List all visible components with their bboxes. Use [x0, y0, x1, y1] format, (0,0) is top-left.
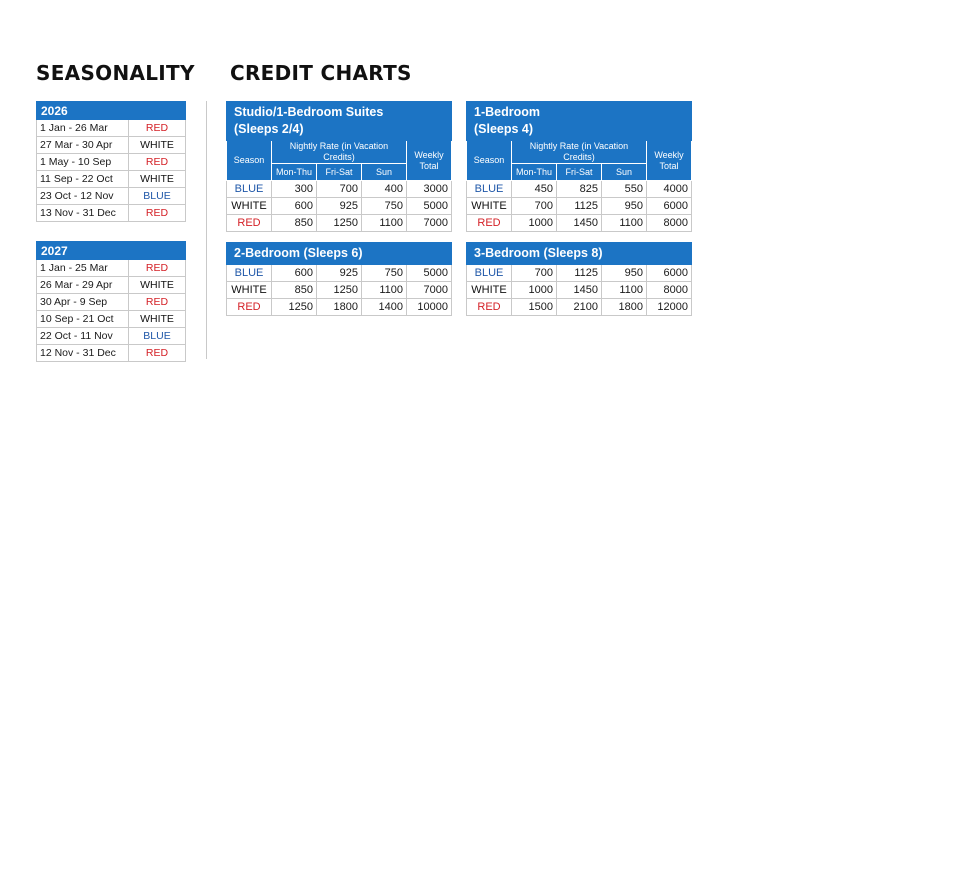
season-row	[37, 260, 186, 277]
season-name: WHITE	[227, 198, 272, 215]
credit-charts-heading: CREDIT CHARTS	[230, 61, 412, 85]
section-divider	[206, 101, 207, 359]
sun-value: 950	[602, 198, 647, 215]
date-range: 1 May - 10 Sep	[37, 154, 129, 171]
season-col-header: Season	[467, 141, 512, 181]
sun-value: 1800	[602, 299, 647, 316]
nightly-rate-header: Nightly Rate (in Vacation Credits)	[272, 141, 407, 164]
sun-value: 1100	[362, 282, 407, 299]
weekly-value: 10000	[407, 299, 452, 316]
weekly-value: 12000	[647, 299, 692, 316]
mon-thu-value: 300	[272, 181, 317, 198]
mon-thu-value: 850	[272, 215, 317, 232]
credit-table-studio	[226, 101, 452, 232]
date-range: 10 Sep - 21 Oct	[37, 311, 129, 328]
season-col-header: Season	[227, 141, 272, 181]
mon-thu-value: 450	[512, 181, 557, 198]
weekly-value: 5000	[407, 265, 452, 282]
mon-thu-header: Mon-Thu	[512, 164, 557, 181]
season-name: WHITE	[227, 282, 272, 299]
season-name: WHITE	[129, 137, 186, 154]
fri-sat-value: 1450	[557, 282, 602, 299]
season-name: RED	[227, 215, 272, 232]
weekly-total-header: Weekly Total	[647, 141, 692, 181]
mon-thu-value: 700	[512, 265, 557, 282]
year-header: 2027	[37, 242, 186, 260]
season-name: RED	[129, 294, 186, 311]
rate-row	[227, 265, 452, 282]
fri-sat-value: 825	[557, 181, 602, 198]
fri-sat-value: 1125	[557, 198, 602, 215]
season-name: WHITE	[129, 311, 186, 328]
sun-value: 1100	[602, 215, 647, 232]
fri-sat-value: 1250	[317, 215, 362, 232]
fri-sat-value: 700	[317, 181, 362, 198]
rate-row	[467, 299, 692, 316]
unit-title: 1-Bedroom (Sleeps 4)	[467, 102, 692, 141]
fri-sat-value: 925	[317, 265, 362, 282]
rate-row	[227, 181, 452, 198]
season-name: WHITE	[467, 198, 512, 215]
season-row	[37, 120, 186, 137]
unit-title: 2-Bedroom (Sleeps 6)	[227, 243, 452, 265]
season-name: RED	[227, 299, 272, 316]
season-name: RED	[129, 345, 186, 362]
mon-thu-value: 1000	[512, 215, 557, 232]
seasonality-table-2026	[36, 101, 186, 222]
season-name: RED	[129, 120, 186, 137]
rate-row	[227, 282, 452, 299]
sun-header: Sun	[362, 164, 407, 181]
fri-sat-value: 2100	[557, 299, 602, 316]
season-row	[37, 171, 186, 188]
sun-value: 950	[602, 265, 647, 282]
mon-thu-header: Mon-Thu	[272, 164, 317, 181]
date-range: 1 Jan - 26 Mar	[37, 120, 129, 137]
season-name: RED	[467, 299, 512, 316]
fri-sat-header: Fri-Sat	[557, 164, 602, 181]
season-name: BLUE	[467, 181, 512, 198]
season-row	[37, 205, 186, 222]
credit-table-3-bedroom	[466, 242, 692, 316]
unit-title: Studio/1-Bedroom Suites (Sleeps 2/4)	[227, 102, 452, 141]
mon-thu-value: 1000	[512, 282, 557, 299]
sun-value: 1100	[362, 215, 407, 232]
date-range: 22 Oct - 11 Nov	[37, 328, 129, 345]
season-name: BLUE	[129, 328, 186, 345]
nightly-rate-header: Nightly Rate (in Vacation Credits)	[512, 141, 647, 164]
season-name: RED	[129, 205, 186, 222]
sun-value: 750	[362, 265, 407, 282]
seasonality-table-2027	[36, 241, 186, 362]
season-name: RED	[129, 154, 186, 171]
season-row	[37, 345, 186, 362]
date-range: 12 Nov - 31 Dec	[37, 345, 129, 362]
fri-sat-value: 1125	[557, 265, 602, 282]
fri-sat-value: 925	[317, 198, 362, 215]
season-name: BLUE	[467, 265, 512, 282]
mon-thu-value: 1500	[512, 299, 557, 316]
mon-thu-value: 1250	[272, 299, 317, 316]
sun-value: 750	[362, 198, 407, 215]
rate-row	[227, 198, 452, 215]
rate-row	[467, 265, 692, 282]
weekly-value: 7000	[407, 282, 452, 299]
weekly-value: 7000	[407, 215, 452, 232]
season-name: BLUE	[227, 181, 272, 198]
mon-thu-value: 600	[272, 265, 317, 282]
fri-sat-value: 1800	[317, 299, 362, 316]
rate-row	[227, 299, 452, 316]
season-name: RED	[129, 260, 186, 277]
fri-sat-value: 1250	[317, 282, 362, 299]
rate-row	[467, 198, 692, 215]
sun-value: 550	[602, 181, 647, 198]
season-row	[37, 311, 186, 328]
season-name: BLUE	[129, 188, 186, 205]
rate-row	[467, 181, 692, 198]
season-name: WHITE	[467, 282, 512, 299]
season-row	[37, 277, 186, 294]
sun-value: 1100	[602, 282, 647, 299]
mon-thu-value: 850	[272, 282, 317, 299]
rate-row	[467, 215, 692, 232]
weekly-total-header: Weekly Total	[407, 141, 452, 181]
year-header: 2026	[37, 102, 186, 120]
mon-thu-value: 600	[272, 198, 317, 215]
rate-row	[467, 282, 692, 299]
weekly-value: 4000	[647, 181, 692, 198]
date-range: 13 Nov - 31 Dec	[37, 205, 129, 222]
season-name: BLUE	[227, 265, 272, 282]
credit-table-1-bedroom	[466, 101, 692, 232]
weekly-value: 5000	[407, 198, 452, 215]
weekly-value: 3000	[407, 181, 452, 198]
date-range: 30 Apr - 9 Sep	[37, 294, 129, 311]
seasonality-heading: SEASONALITY	[36, 61, 195, 85]
weekly-value: 8000	[647, 215, 692, 232]
sun-header: Sun	[602, 164, 647, 181]
season-row	[37, 154, 186, 171]
rate-row	[227, 215, 452, 232]
date-range: 27 Mar - 30 Apr	[37, 137, 129, 154]
sun-value: 400	[362, 181, 407, 198]
credit-table-2-bedroom	[226, 242, 452, 316]
weekly-value: 6000	[647, 265, 692, 282]
weekly-value: 6000	[647, 198, 692, 215]
season-name: WHITE	[129, 277, 186, 294]
sun-value: 1400	[362, 299, 407, 316]
season-name: RED	[467, 215, 512, 232]
season-row	[37, 188, 186, 205]
date-range: 26 Mar - 29 Apr	[37, 277, 129, 294]
season-row	[37, 294, 186, 311]
fri-sat-header: Fri-Sat	[317, 164, 362, 181]
season-row	[37, 328, 186, 345]
weekly-value: 8000	[647, 282, 692, 299]
date-range: 11 Sep - 22 Oct	[37, 171, 129, 188]
date-range: 23 Oct - 12 Nov	[37, 188, 129, 205]
fri-sat-value: 1450	[557, 215, 602, 232]
mon-thu-value: 700	[512, 198, 557, 215]
season-row	[37, 137, 186, 154]
season-name: WHITE	[129, 171, 186, 188]
unit-title: 3-Bedroom (Sleeps 8)	[467, 243, 692, 265]
date-range: 1 Jan - 25 Mar	[37, 260, 129, 277]
